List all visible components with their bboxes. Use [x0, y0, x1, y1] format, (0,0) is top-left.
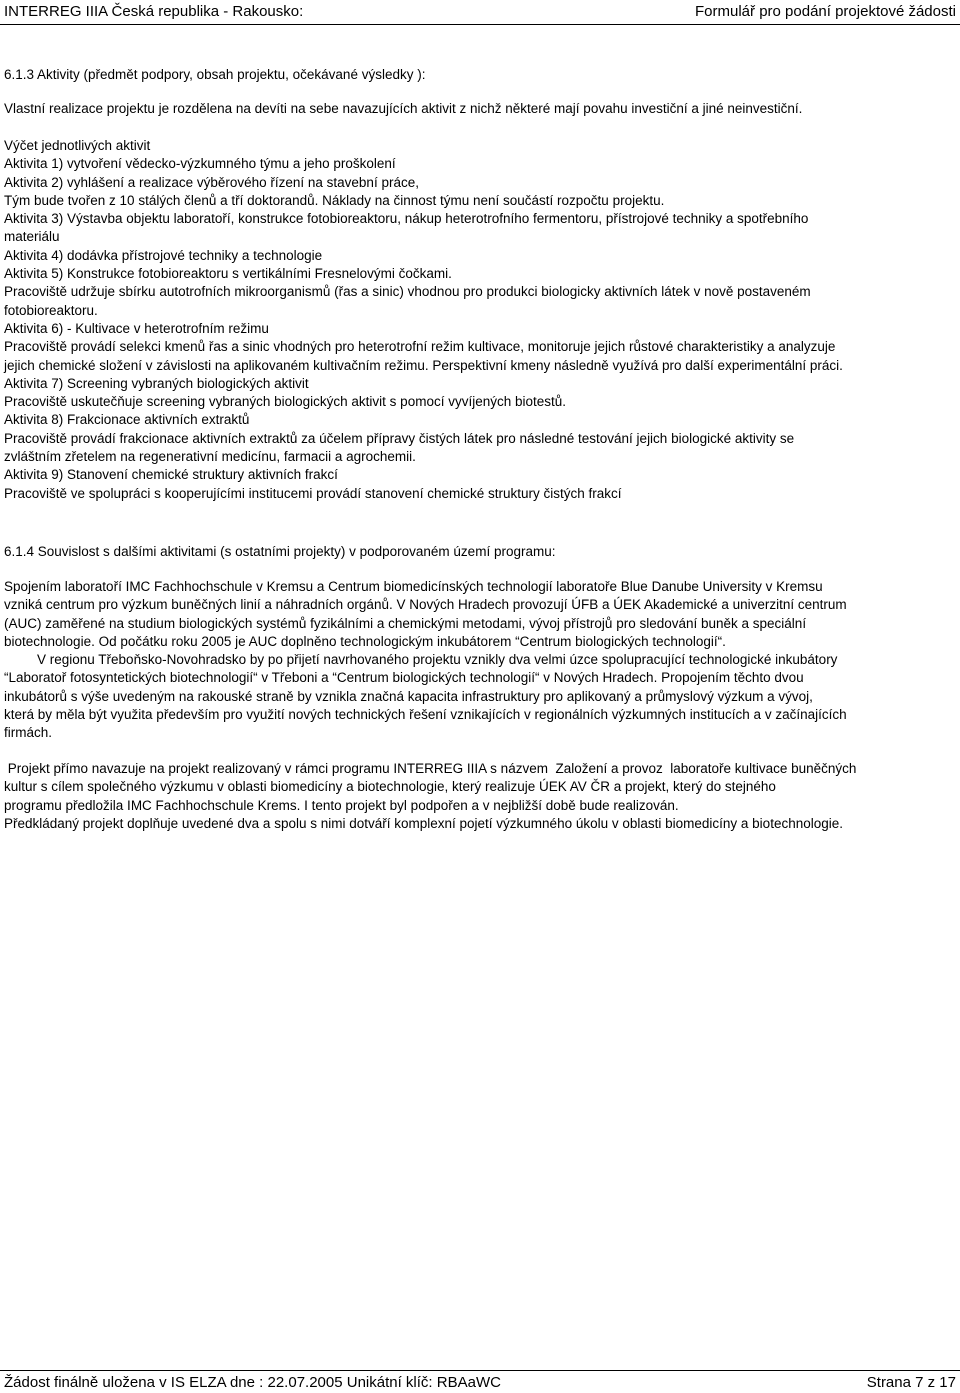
section-6-1-4-paragraph-1: [4, 578, 847, 651]
paragraph-line: Spojením laboratoří IMC Fachhochschule v Kremsu a Centrum biomedicínských technologií laboratoře Blue Danube University v Kremsu: [4, 579, 823, 594]
activity-line: Aktivita 3) Výstavba objektu laboratoří, konstrukce fotobioreaktoru, nákup heterotrofního fermentoru, přístrojové techniky a spotřebního: [4, 211, 809, 227]
activity-line: Tým bude tvořen z 10 stálých členů a tří doktorandů. Náklady na činnost týmu není součástí rozpočtu projektu.: [4, 192, 665, 208]
activity-line: Aktivita 5) Konstrukce fotobioreaktoru s vertikálními Fresnelovými čočkami.: [4, 266, 452, 282]
header-program-title: INTERREG IIIA Česká republika - Rakousko:: [4, 3, 304, 20]
page-header: [0, 0, 960, 25]
footer-save-info: Žádost finálně uložena v IS ELZA dne : 22.07.2005 Unikátní klíč: RBAaWC: [4, 1374, 501, 1391]
activity-line: zvláštním zřetelem na regenerativní medicínu, farmacii a agrochemii.: [4, 449, 416, 465]
section-6-1-3-intro: Vlastní realizace projektu je rozdělena na devíti na sebe navazujících aktivit z nichž některé mají povahu investiční a jiné neinvestiční.: [4, 101, 803, 116]
activity-line: Aktivita 7) Screening vybraných biologických aktivit: [4, 375, 309, 391]
activity-line: Pracoviště uskutečňuje screening vybraných biologických aktivit s pomocí vyvíjených biotestů.: [4, 394, 567, 410]
paragraph-line: Projekt přímo navazuje na projekt realizovaný v rámci programu INTERREG IIIA s názvem Založení a provoz laboratoře kultivace buněčných: [4, 761, 857, 776]
activity-line: Aktivita 2) vyhlášení a realizace výběrového řízení na stavební práce,: [4, 174, 419, 190]
paragraph-line: která by měla být využita především pro využití nových technických řešení vznikajících v regionálních výzkumných institucích a v začínajících: [4, 706, 847, 722]
activity-line: Aktivita 9) Stanovení chemické struktury aktivních frakcí: [4, 467, 338, 483]
activities-list: [4, 137, 843, 503]
activity-line: materiálu: [4, 229, 60, 245]
activity-line: jejich chemické složení v závislosti na aplikovaném kultivačním režimu. Perspektivní kmeny následně využívá pro další experimentální práci.: [4, 357, 843, 373]
paragraph-line: programu předložila IMC Fachhochschule Krems. I tento projekt byl podpořen a v nejbližší době bude realizován.: [4, 797, 679, 813]
paragraph-line: (AUC) zaměřené na studium biologických systémů fyzikálními a chemickými metodami, vývoj přístrojů pro sledování buněk a speciální: [4, 615, 807, 631]
activity-line: Pracoviště provádí selekci kmenů řas a sinic vhodných pro heterotrofní režim kultivace, monitoruje jejich růstové charakteristiky a analyzuje: [4, 339, 836, 355]
paragraph-line: biotechnologie. Od počátku roku 2005 je AUC doplněno technologickým inkubátorem “Centrum biologických technologií“.: [4, 633, 726, 649]
paragraph-line: V regionu Třeboňsko-Novohradsko by po přijetí navrhovaného projektu vznikly dva velmi úzce spolupracující technologické inkubátory: [37, 652, 838, 667]
paragraph-line: vzniká centrum pro výzkum buněčných linií a náhradních orgánů. V Nových Hradech provozují ÚFB a ÚEK Akademické a univerzitní centrum: [4, 597, 847, 613]
activity-line: Výčet jednotlivých aktivit: [4, 138, 151, 153]
section-6-1-3-title: 6.1.3 Aktivity (předmět podpory, obsah projektu, očekávané výsledky ):: [4, 67, 426, 82]
header-form-title: Formulář pro podání projektové žádosti: [695, 3, 956, 20]
activity-line: Pracoviště ve spolupráci s kooperujícími institucemi provádí stanovení chemické struktury čistých frakcí: [4, 485, 622, 501]
paragraph-line: Předkládaný projekt doplňuje uvedené dva a spolu s nimi dotváří komplexní pojetí výzkumného úkolu v oblasti biomedicíny a biotechnologie.: [4, 815, 843, 831]
paragraph-line: inkubátorů s výše uvedeným na rakouské straně by vznikla značná kapacita infrastruktury pro aplikovaný a průmyslový výzkum a vývoj,: [4, 688, 813, 704]
section-6-1-4-title: 6.1.4 Souvislost s dalšími aktivitami (s ostatními projekty) v podporovaném území programu:: [4, 544, 556, 559]
page-footer: [0, 1370, 960, 1391]
activity-line: Aktivita 6) - Kultivace v heterotrofním režimu: [4, 320, 269, 336]
activity-line: Aktivita 8) Frakcionace aktivních extraktů: [4, 412, 250, 428]
paragraph-line: “Laboratoř fotosyntetických biotechnologií“ v Třeboni a “Centrum biologických technologií“ v Nových Hradech. Propojením těchto dvou: [4, 670, 804, 686]
paragraph-line: kultur s cílem společného výzkumu v oblasti biomedicíny a biotechnologie, který realizuje ÚEK AV ČR a projekt, který do stejného: [4, 779, 776, 795]
activity-line: Pracoviště udržuje sbírku autotrofních mikroorganismů (řas a sinic) vhodnou pro produkci biologicky aktivních látek v nově postaveném: [4, 284, 811, 300]
section-6-1-4-paragraph-3: [4, 760, 856, 833]
page-number: Strana 7 z 17: [866, 1374, 956, 1391]
paragraph-line: firmách.: [4, 725, 53, 741]
section-6-1-4-paragraph-2: [4, 651, 847, 742]
activity-line: Aktivita 1) vytvoření vědecko-výzkumného týmu a jeho proškolení: [4, 156, 396, 172]
activity-line: fotobioreaktoru.: [4, 302, 98, 318]
activity-line: Aktivita 4) dodávka přístrojové techniky a technologie: [4, 247, 323, 263]
activity-line: Pracoviště provádí frakcionace aktivních extraktů za účelem přípravy čistých látek pro následné testování jejich biologické aktivity se: [4, 430, 795, 446]
